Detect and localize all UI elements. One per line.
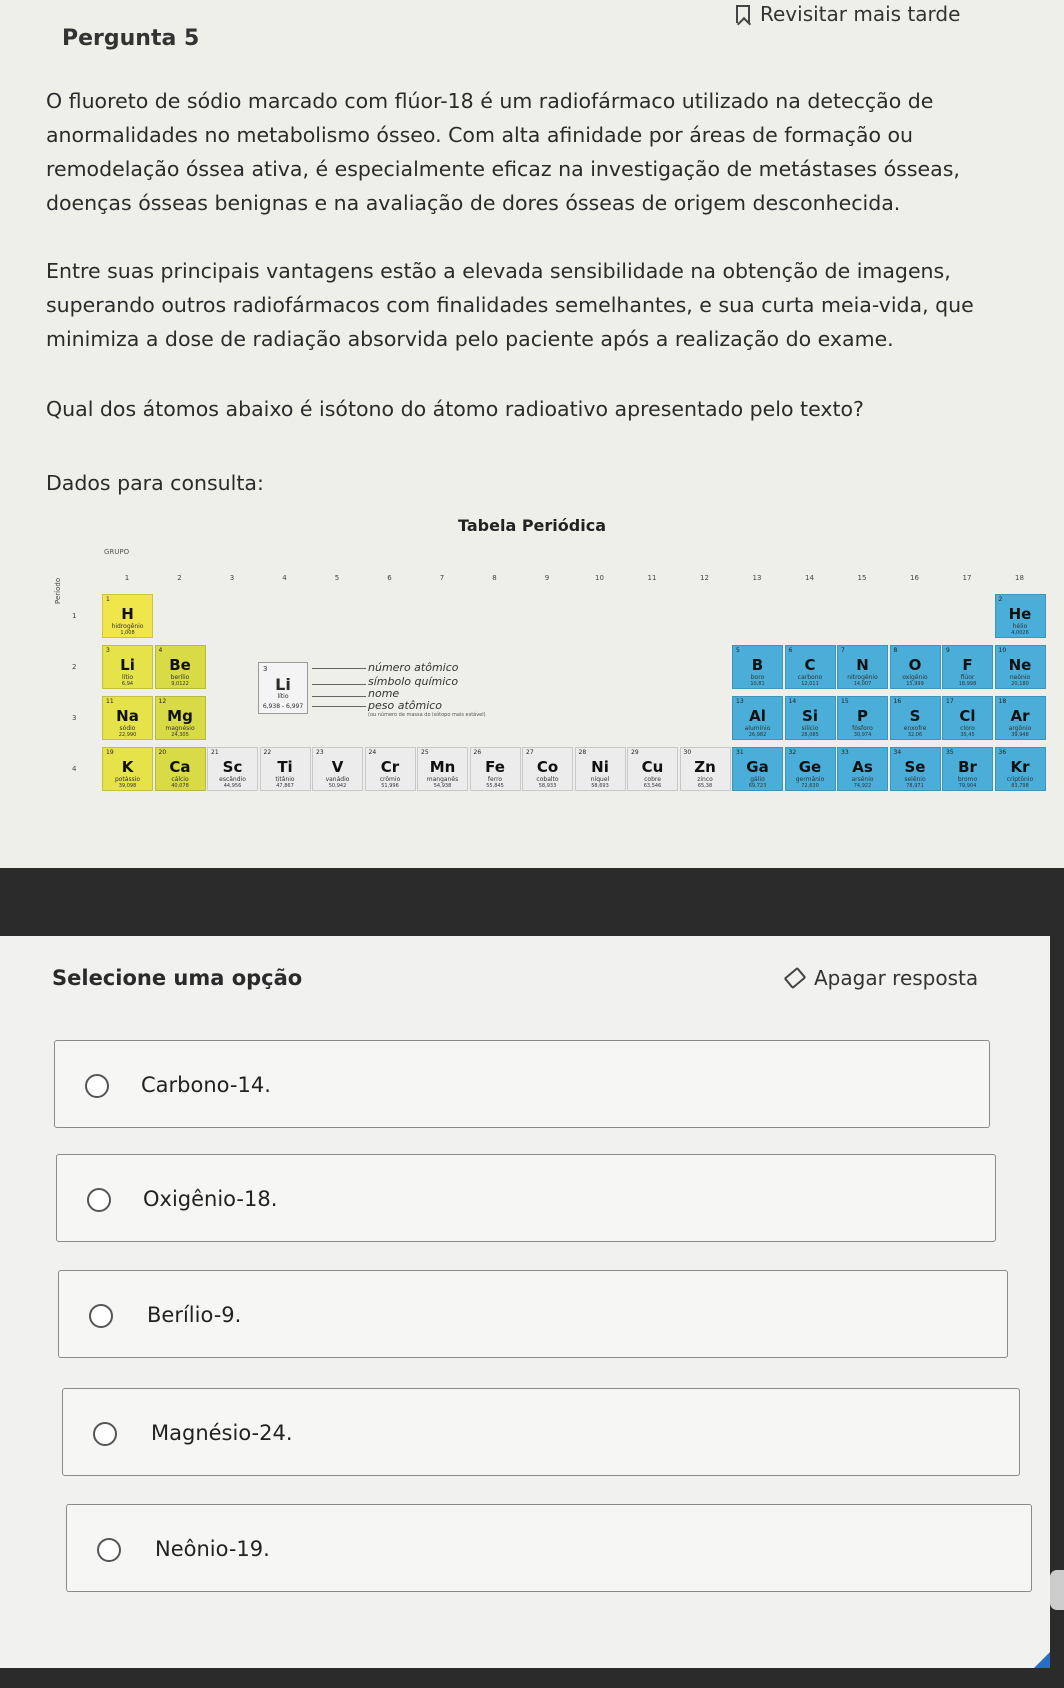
element-be	[155, 645, 206, 689]
atomic-number: 12	[158, 698, 167, 705]
period-number: 2	[72, 663, 77, 671]
atomic-mass: 4,0026	[1011, 630, 1029, 636]
element-name: alumínio	[744, 725, 771, 732]
element-symbol: Ar	[1010, 707, 1030, 725]
element-symbol: Sc	[222, 758, 243, 776]
atomic-mass: 51,996	[381, 783, 399, 789]
atomic-number: 29	[631, 749, 639, 756]
option-label: Magnésio-24.	[151, 1421, 293, 1445]
corner-indicator	[1034, 1652, 1050, 1668]
question-prompt: Qual dos átomos abaixo é isótono do átomo radioativo apresentado pelo texto?	[46, 397, 864, 421]
element-b	[732, 645, 783, 689]
element-name: manganês	[426, 776, 459, 783]
element-sc	[207, 747, 258, 791]
group-number: 5	[334, 574, 340, 582]
option-d[interactable]	[62, 1388, 1020, 1476]
group-number: 11	[647, 574, 657, 582]
atomic-number: 31	[736, 749, 744, 756]
group-number: 4	[282, 574, 287, 582]
atomic-mass: 14,007	[853, 681, 872, 687]
atomic-mass: 24,305	[171, 732, 189, 738]
data-label: Dados para consulta:	[46, 471, 264, 495]
element-symbol: C	[804, 656, 816, 674]
atomic-mass: 1,008	[120, 630, 135, 636]
element-mg	[155, 696, 206, 740]
element-name: criptônio	[1006, 776, 1034, 783]
atomic-mass: 50,942	[328, 783, 347, 789]
legend-number: 3	[263, 665, 268, 673]
element-symbol: Cl	[959, 707, 976, 725]
atomic-mass: 6,94	[121, 681, 134, 687]
scroll-handle[interactable]	[1050, 1570, 1064, 1610]
atomic-mass: 72,630	[801, 783, 819, 789]
element-name: gálio	[750, 776, 765, 783]
element-symbol: Ge	[798, 758, 822, 776]
legend-label-mass: peso atômico	[368, 699, 443, 712]
period-number: 1	[72, 612, 77, 620]
element-name: boro	[750, 674, 765, 681]
group-number: 8	[492, 574, 497, 582]
element-symbol: Mn	[429, 758, 456, 776]
atomic-number: 33	[841, 749, 849, 756]
element-cu	[627, 747, 678, 791]
element-c	[785, 645, 836, 689]
element-ca	[155, 747, 206, 791]
element-name: escândio	[219, 776, 246, 783]
period-number: 3	[72, 714, 77, 722]
element-name: potássio	[114, 776, 141, 783]
atomic-mass: 22,990	[118, 732, 137, 738]
radio-button[interactable]	[87, 1188, 111, 1212]
group-number: 14	[805, 574, 814, 582]
element-name: ferro	[487, 776, 503, 783]
radio-button[interactable]	[93, 1422, 117, 1446]
atomic-mass: 15,999	[906, 681, 924, 687]
element-kr	[995, 747, 1046, 791]
clear-answer-button[interactable]	[786, 966, 978, 990]
element-symbol: F	[962, 656, 973, 674]
element-name: magnésio	[165, 725, 195, 732]
element-li	[102, 645, 153, 689]
atomic-mass: 54,938	[433, 783, 452, 789]
atomic-mass: 63,546	[643, 783, 662, 789]
radio-button[interactable]	[89, 1304, 113, 1328]
atomic-mass: 83,798	[1011, 783, 1029, 789]
atomic-number: 8	[893, 647, 898, 654]
atomic-mass: 10,81	[750, 681, 765, 687]
legend-cell	[258, 662, 308, 714]
option-a[interactable]	[54, 1040, 990, 1128]
element-symbol: Al	[749, 707, 766, 725]
element-name: enxofre	[903, 725, 927, 732]
element-name: sódio	[119, 725, 136, 732]
element-al	[732, 696, 783, 740]
atomic-mass: 30,974	[853, 732, 872, 738]
element-name: flúor	[960, 674, 975, 681]
element-name: fósforo	[852, 725, 873, 732]
atomic-number: 6	[788, 647, 793, 654]
element-name: neônio	[1009, 674, 1031, 681]
element-h	[102, 594, 153, 638]
element-si	[785, 696, 836, 740]
group-number: 7	[439, 574, 445, 582]
question-number: Pergunta 5	[62, 26, 200, 51]
element-name: bromo	[957, 776, 978, 783]
element-name: lítio	[121, 674, 134, 681]
atomic-mass: 28,085	[801, 732, 819, 738]
element-name: selênio	[904, 776, 926, 783]
review-later-button[interactable]	[736, 2, 960, 26]
group-number: 9	[544, 574, 550, 582]
atomic-mass: 18,998	[958, 681, 977, 687]
legend-line	[312, 684, 366, 685]
atomic-number: 25	[421, 749, 429, 756]
element-name: cobalto	[536, 776, 559, 783]
option-b[interactable]	[56, 1154, 996, 1242]
legend-name: lítio	[277, 693, 289, 700]
radio-button[interactable]	[85, 1074, 109, 1098]
element-fe	[470, 747, 521, 791]
element-name: carbono	[797, 674, 823, 681]
atomic-number: 26	[473, 749, 482, 756]
atomic-mass: 26,982	[748, 732, 767, 738]
option-label: Carbono-14.	[141, 1073, 271, 1097]
group-number: 16	[910, 574, 919, 582]
group-number: 6	[387, 574, 392, 582]
group-number: 2	[177, 574, 182, 582]
atomic-mass: 79,904	[958, 783, 977, 789]
element-symbol: O	[908, 656, 922, 674]
group-number: 13	[752, 574, 762, 582]
legend-note: (ou número de massa do isótopo mais estável)	[368, 712, 486, 718]
element-co	[522, 747, 573, 791]
element-symbol: Cr	[380, 758, 400, 776]
atomic-mass: 20,180	[1011, 681, 1029, 687]
atomic-number: 7	[841, 647, 845, 654]
element-name: titânio	[275, 776, 295, 783]
atomic-mass: 65,38	[697, 783, 713, 789]
element-symbol: V	[331, 758, 344, 776]
element-symbol: Si	[802, 707, 818, 725]
atomic-number: 1	[106, 596, 110, 603]
element-name: oxigênio	[902, 674, 928, 681]
element-n	[837, 645, 888, 689]
atomic-number: 18	[998, 698, 1007, 705]
element-symbol: Fe	[485, 758, 505, 776]
review-later-label: Revisitar mais tarde	[760, 2, 961, 26]
element-ti	[260, 747, 311, 791]
element-symbol: Be	[169, 656, 191, 674]
element-symbol: Ca	[169, 758, 191, 776]
element-as	[837, 747, 888, 791]
element-name: silício	[801, 725, 819, 732]
element-name: berílio	[170, 674, 190, 681]
clear-answer-label: Apagar resposta	[814, 966, 979, 990]
atomic-number: 35	[946, 749, 954, 756]
group-number: 17	[962, 574, 972, 582]
atomic-mass: 32,06	[907, 732, 923, 738]
legend-label-symbol: símbolo químico	[368, 675, 459, 688]
atomic-mass: 47,867	[276, 783, 294, 789]
atomic-number: 32	[788, 749, 797, 756]
atomic-mass: 35,45	[960, 732, 975, 738]
atomic-mass: 58,933	[538, 783, 557, 789]
element-name: hidrogênio	[111, 623, 144, 630]
element-symbol: As	[852, 758, 873, 776]
element-symbol: Co	[536, 758, 559, 776]
legend-line	[312, 668, 366, 669]
atomic-mass: 55,845	[486, 783, 504, 789]
atomic-number: 3	[106, 647, 110, 654]
element-ni	[575, 747, 626, 791]
group-number: 1	[124, 574, 130, 582]
element-ga	[732, 747, 783, 791]
element-symbol: Ga	[746, 758, 769, 776]
atomic-number: 20	[158, 749, 167, 756]
element-symbol: Mg	[167, 707, 193, 725]
element-ge	[785, 747, 836, 791]
group-number: 15	[857, 574, 867, 582]
legend-label-number: número atômico	[368, 661, 459, 674]
radio-button[interactable]	[97, 1538, 121, 1562]
group-number: 3	[229, 574, 235, 582]
question-paragraph-2: Entre suas principais vantagens estão a elevada sensibilidade na obtenção de imagens, superando outros radiofármacos com finalidades semelhantes, e sua curta meia-vida, que minimiza a dose de radiação absorvida pelo paciente após a realização do exame.	[46, 259, 974, 351]
legend-line	[312, 696, 366, 697]
atomic-number: 2	[998, 596, 1003, 603]
element-p	[837, 696, 888, 740]
atomic-number: 30	[683, 749, 692, 756]
atomic-number: 15	[841, 698, 849, 705]
element-name: cloro	[960, 725, 975, 732]
group-number: 10	[595, 574, 604, 582]
element-cl	[942, 696, 993, 740]
element-symbol: P	[857, 707, 868, 725]
atomic-number: 21	[211, 749, 219, 756]
atomic-number: 23	[316, 749, 324, 756]
atomic-number: 28	[578, 749, 587, 756]
element-na	[102, 696, 153, 740]
element-name: vanádio	[325, 776, 350, 783]
legend-label-name: nome	[368, 687, 400, 700]
element-symbol: He	[1008, 605, 1032, 623]
atomic-number: 27	[526, 749, 534, 756]
element-cr	[365, 747, 416, 791]
atomic-mass: 44,956	[223, 783, 242, 789]
group-label: GRUPO	[104, 548, 130, 556]
element-symbol: H	[121, 605, 134, 623]
atomic-number: 9	[946, 647, 950, 654]
element-symbol: Zn	[694, 758, 716, 776]
atomic-number: 22	[263, 749, 272, 756]
element-name: níquel	[590, 776, 610, 783]
atomic-number: 16	[893, 698, 902, 705]
legend-mass: 6,938 - 6,997	[262, 703, 304, 710]
element-v	[312, 747, 363, 791]
element-mn	[417, 747, 468, 791]
element-k	[102, 747, 153, 791]
element-symbol: Br	[958, 758, 977, 776]
element-symbol: Kr	[1010, 758, 1030, 776]
element-symbol: Se	[904, 758, 926, 776]
element-ar	[995, 696, 1046, 740]
element-s	[890, 696, 941, 740]
atomic-mass: 12,011	[801, 681, 819, 687]
atomic-mass: 39,948	[1011, 732, 1029, 738]
question-paragraph-1: O fluoreto de sódio marcado com flúor-18 é um radiofármaco utilizado na detecção de anormalidades no metabolismo ósseo. Com alta afinidade por áreas de formação ou remodelação óssea ativa, é especialmente eficaz na investigação de metástases ósseas, doenças ósseas benignas e na avaliação de dores ósseas de origem desconhecida.	[46, 89, 960, 215]
element-symbol: N	[856, 656, 869, 674]
element-name: arsênio	[851, 776, 874, 783]
atomic-number: 24	[368, 749, 377, 756]
element-name: zinco	[697, 776, 713, 783]
element-symbol: Ti	[277, 758, 293, 776]
atomic-number: 13	[736, 698, 744, 705]
element-symbol: Cu	[641, 758, 664, 776]
element-symbol: Li	[120, 656, 135, 674]
period-label: Período	[54, 577, 62, 604]
periodic-table-title: Tabela Periódica	[458, 516, 606, 535]
select-option-label: Selecione uma opção	[52, 966, 303, 990]
atomic-mass: 69,723	[748, 783, 767, 789]
element-name: cálcio	[171, 776, 189, 783]
element-zn	[680, 747, 731, 791]
atomic-number: 14	[788, 698, 797, 705]
option-e[interactable]	[66, 1504, 1032, 1592]
group-number: 18	[1015, 574, 1024, 582]
option-label: Berílio-9.	[147, 1303, 242, 1327]
element-symbol: S	[909, 707, 921, 725]
element-symbol: Ne	[1008, 656, 1032, 674]
element-br	[942, 747, 993, 791]
period-number: 4	[72, 765, 77, 773]
atomic-number: 34	[893, 749, 902, 756]
atomic-mass: 78,971	[906, 783, 924, 789]
element-symbol: Na	[116, 707, 139, 725]
bookmark-icon	[736, 5, 750, 23]
option-label: Oxigênio-18.	[143, 1187, 278, 1211]
option-c[interactable]	[58, 1270, 1008, 1358]
atomic-number: 5	[736, 647, 740, 654]
element-symbol: B	[751, 656, 764, 674]
element-name: germânio	[795, 776, 825, 783]
eraser-icon	[784, 967, 807, 989]
element-se	[890, 747, 941, 791]
atomic-number: 10	[998, 647, 1007, 654]
element-name: crômio	[379, 776, 401, 783]
atomic-mass: 74,922	[853, 783, 872, 789]
group-number: 12	[700, 574, 709, 582]
element-symbol: Ni	[591, 758, 609, 776]
atomic-number: 11	[106, 698, 114, 705]
legend-line	[312, 706, 366, 707]
option-label: Neônio-19.	[155, 1537, 270, 1561]
atomic-mass: 40,078	[171, 783, 189, 789]
element-he	[995, 594, 1046, 638]
element-ne	[995, 645, 1046, 689]
atomic-number: 19	[106, 749, 114, 756]
element-name: argônio	[1008, 725, 1032, 732]
element-f	[942, 645, 993, 689]
element-name: nitrogênio	[847, 674, 878, 681]
atomic-mass: 9,0122	[171, 681, 189, 687]
element-name: cobre	[644, 776, 661, 783]
element-o	[890, 645, 941, 689]
answer-panel	[0, 936, 1050, 1668]
atomic-mass: 39,098	[118, 783, 137, 789]
atomic-number: 36	[998, 749, 1007, 756]
element-name: hélio	[1012, 623, 1028, 630]
element-symbol: K	[121, 758, 134, 776]
legend-symbol: Li	[275, 675, 291, 694]
atomic-number: 4	[158, 647, 163, 654]
atomic-number: 17	[946, 698, 954, 705]
atomic-mass: 58,693	[591, 783, 609, 789]
